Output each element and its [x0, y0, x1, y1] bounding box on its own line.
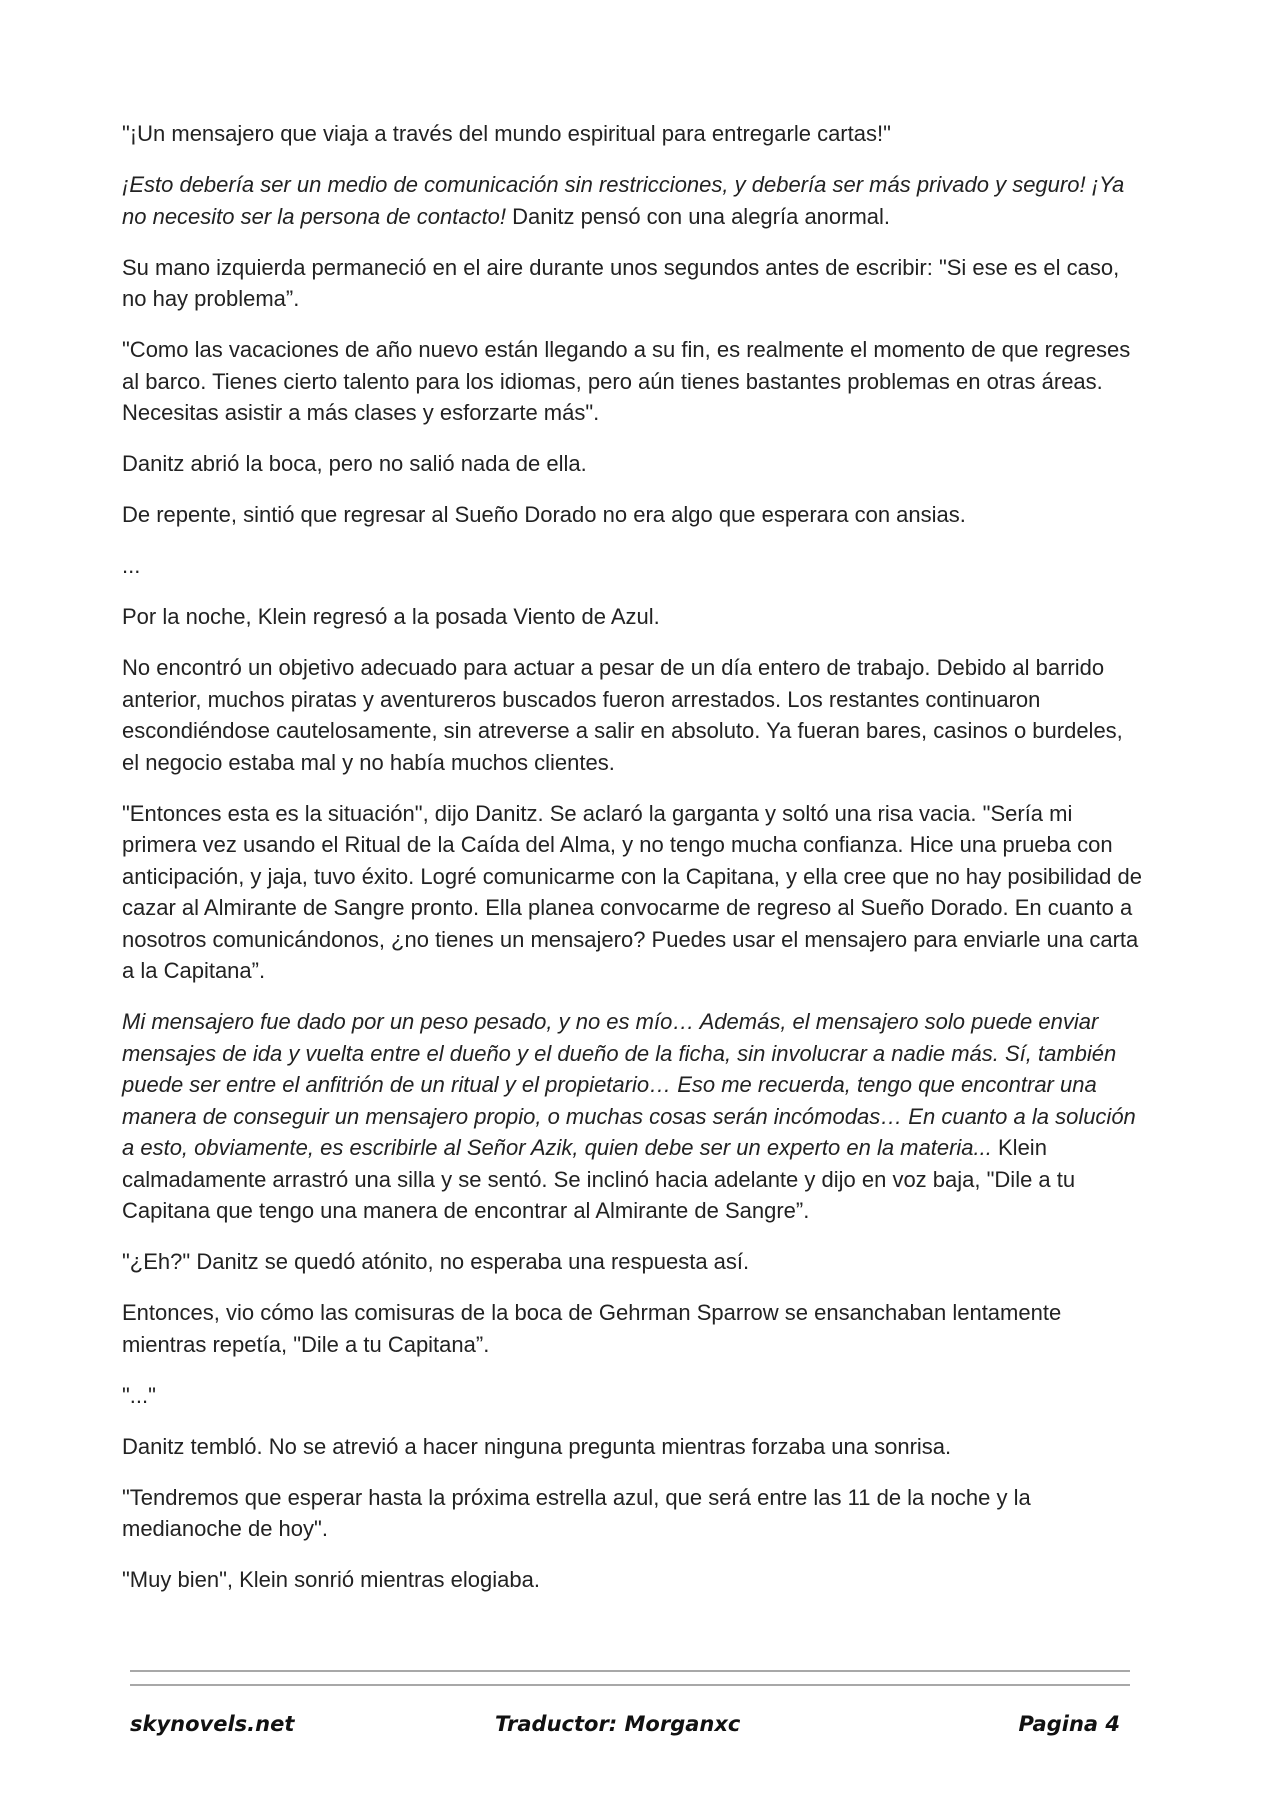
- paragraph-text: "Muy bien", Klein sonrió mientras elogiaba.: [122, 1567, 540, 1592]
- paragraph: [122, 601, 1142, 633]
- paragraph: [122, 1380, 1142, 1412]
- footer-translator: Traductor: Morganxc: [495, 1712, 741, 1736]
- paragraph-text: De repente, sintió que regresar al Sueño Dorado no era algo que esperara con ansias.: [122, 502, 966, 527]
- paragraph: [122, 1564, 1142, 1596]
- document-body: [122, 118, 1142, 1615]
- paragraph-text: Entonces, vio cómo las comisuras de la boca de Gehrman Sparrow se ensanchaban lentamente mientras repetía, "Dile a tu Capitana”.: [122, 1300, 1062, 1357]
- paragraph: [122, 1006, 1142, 1227]
- paragraph: [122, 550, 1142, 582]
- paragraph-text: No encontró un objetivo adecuado para actuar a pesar de un día entero de trabajo. Debido al barrido anterior, muchos piratas y aventureros buscados fueron arrestados. Los restantes continuaron escondiéndose cautelosamente, sin atreverse a salir en absoluto. Ya fueran bares, casinos o burdeles, el negocio estaba mal y no había muchos clientes.: [122, 655, 1123, 775]
- paragraph-text: Danitz pensó con una alegría anormal.: [506, 203, 891, 229]
- paragraph-text: Klein calmadamente arrastró una silla y se sentó. Se inclinó hacia adelante y dijo en voz baja, "Dile a tu Capitana que tengo una manera de encontrar al Almirante de Sangre”.: [122, 1135, 1076, 1223]
- paragraph-text: Danitz abrió la boca, pero no salió nada de ella.: [122, 451, 587, 476]
- paragraph-text: "Tendremos que esperar hasta la próxima estrella azul, que será entre las 11 de la noche y la medianoche de hoy".: [122, 1484, 1031, 1541]
- paragraph: [122, 1246, 1142, 1278]
- paragraph: [122, 118, 1142, 150]
- divider-line-bottom: [130, 1684, 1130, 1686]
- page-footer: [130, 1712, 1130, 1752]
- paragraph: [122, 798, 1142, 987]
- paragraph: [122, 1297, 1142, 1360]
- paragraph: [122, 334, 1142, 429]
- paragraph: [122, 499, 1142, 531]
- paragraph: [122, 169, 1142, 232]
- footer-divider: [130, 1670, 1130, 1698]
- paragraph: [122, 1431, 1142, 1463]
- paragraph: [122, 1482, 1142, 1545]
- italic-thought-text: ¡Esto debería ser un medio de comunicación sin restricciones, y debería ser más privado y seguro! ¡Ya no necesito ser la persona de contacto!: [122, 172, 1125, 229]
- divider-line-top: [130, 1670, 1130, 1672]
- footer-site: skynovels.net: [130, 1712, 295, 1736]
- italic-thought-text: Mi mensajero fue dado por un peso pesado, y no es mío… Además, el mensajero solo puede enviar mensajes de ida y vuelta entre el dueño y el dueño de la ficha, sin involucrar a nadie más. Sí, también puede ser entre el anfitrión de un ritual y el propietario… Eso me recuerda, tengo que encontrar una manera de conseguir un mensajero propio, o muchas cosas serán incómodas… En cuanto a la solución a esto, obviamente, es escribirle al Señor Azik, quien debe ser un experto en la materia...: [122, 1009, 1136, 1160]
- paragraph-text: Su mano izquierda permaneció en el aire durante unos segundos antes de escribir: "Si ese es el caso, no hay problema”.: [122, 254, 1120, 311]
- paragraph-text: Danitz tembló. No se atrevió a hacer ninguna pregunta mientras forzaba una sonrisa.: [122, 1433, 952, 1459]
- paragraph-text: Por la noche, Klein regresó a la posada Viento de Azul.: [122, 604, 660, 629]
- paragraph-text: "¿Eh?" Danitz se quedó atónito, no esperaba una respuesta así.: [122, 1249, 750, 1274]
- paragraph: [122, 652, 1142, 778]
- paragraph-text: "Entonces esta es la situación", dijo Danitz. Se aclaró la garganta y soltó una risa vacia. "Sería mi primera vez usando el Ritual de la Caída del Alma, y no tengo mucha confianza. Hice una prueba con anticipación, y jaja, tuvo éxito. Logré comunicarme con la Capitana, y ella cree que no hay posibilidad de cazar al Almirante de Sangre pronto. Ella planea convocarme de regreso al Sueño Dorado. En cuanto a nosotros comunicándonos, ¿no tienes un mensajero? Puedes usar el mensajero para enviarle una carta a la Capitana”.: [122, 800, 1142, 983]
- paragraph: [122, 252, 1142, 315]
- paragraph-text: "¡Un mensajero que viaja a través del mundo espiritual para entregarle cartas!": [122, 121, 891, 146]
- paragraph: [122, 448, 1142, 480]
- footer-page-number: Pagina 4: [1018, 1712, 1120, 1736]
- paragraph-text: ...: [122, 553, 141, 578]
- paragraph-text: "Como las vacaciones de año nuevo están llegando a su fin, es realmente el momento de que regreses al barco. Tienes cierto talento para los idiomas, pero aún tienes bastantes problemas en otras áreas. Necesitas asistir a más clases y esforzarte más".: [122, 337, 1131, 425]
- paragraph-text: "...": [122, 1382, 156, 1408]
